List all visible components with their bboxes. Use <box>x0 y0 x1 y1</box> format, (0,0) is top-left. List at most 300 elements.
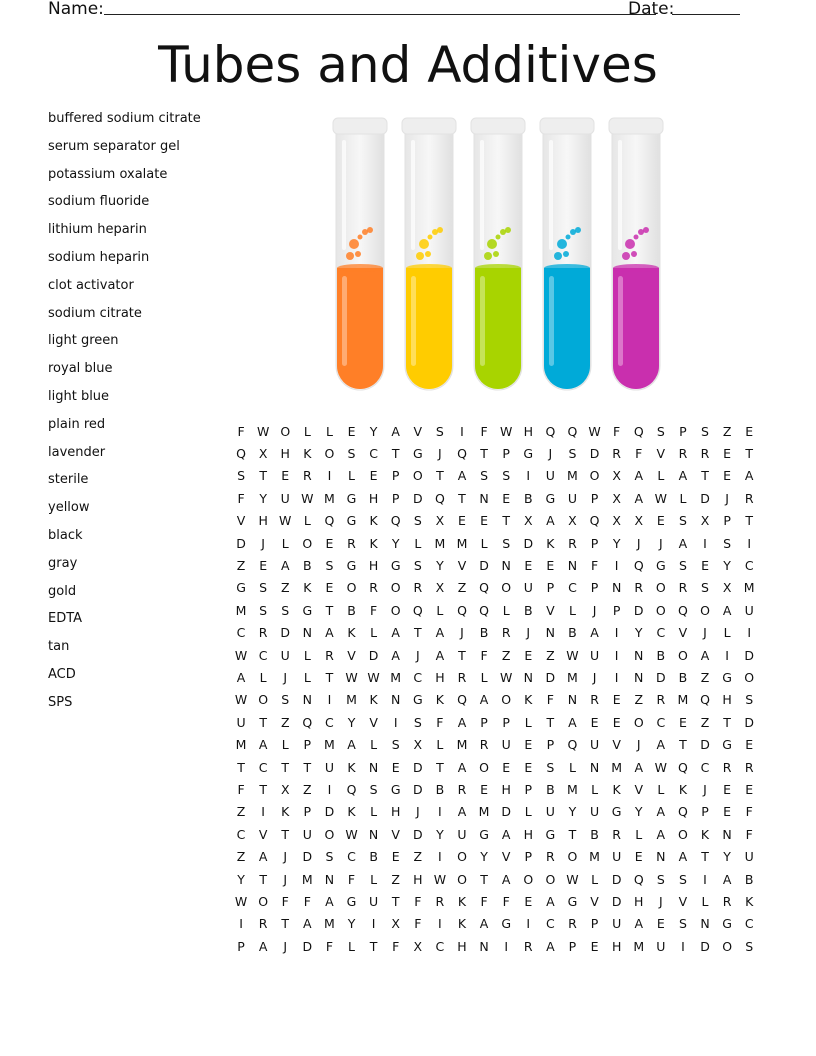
grid-letter[interactable]: O <box>390 580 401 596</box>
grid-letter[interactable]: E <box>259 558 268 574</box>
grid-letter[interactable]: H <box>523 826 533 842</box>
grid-letter[interactable]: D <box>700 490 710 506</box>
grid-letter[interactable]: M <box>589 849 600 865</box>
grid-letter[interactable]: N <box>611 580 622 596</box>
grid-letter[interactable]: L <box>480 669 488 685</box>
grid-letter[interactable]: W <box>279 513 292 529</box>
grid-letter[interactable]: X <box>435 580 445 596</box>
grid-letter[interactable]: E <box>524 558 533 574</box>
grid-letter[interactable]: Q <box>457 602 467 618</box>
grid-letter[interactable]: L <box>370 737 378 753</box>
grid-letter[interactable]: W <box>234 692 248 708</box>
grid-letter[interactable]: A <box>457 714 467 730</box>
grid-letter[interactable]: X <box>612 468 621 484</box>
grid-letter[interactable]: H <box>391 804 401 820</box>
grid-letter[interactable]: H <box>611 938 622 954</box>
grid-letter[interactable]: E <box>656 513 665 529</box>
grid-letter[interactable]: C <box>656 625 666 641</box>
grid-letter[interactable]: J <box>283 938 288 954</box>
grid-letter[interactable]: J <box>460 625 464 641</box>
grid-letter[interactable]: F <box>281 893 289 909</box>
grid-letter[interactable]: X <box>391 916 400 932</box>
grid-letter[interactable]: Q <box>302 714 313 730</box>
grid-letter[interactable]: G <box>390 781 401 797</box>
grid-letter[interactable]: X <box>700 513 710 529</box>
grid-letter[interactable]: T <box>281 916 290 932</box>
grid-letter[interactable]: A <box>568 714 577 730</box>
grid-letter[interactable]: O <box>457 871 467 887</box>
grid-letter[interactable]: S <box>413 558 422 574</box>
grid-letter[interactable]: O <box>479 759 489 775</box>
grid-letter[interactable]: G <box>722 916 732 932</box>
grid-letter[interactable]: A <box>479 916 489 932</box>
grid-letter[interactable]: X <box>612 490 621 506</box>
grid-letter[interactable]: D <box>611 871 622 887</box>
grid-letter[interactable]: G <box>567 893 578 909</box>
grid-letter[interactable]: Q <box>457 692 467 708</box>
grid-letter[interactable]: H <box>722 692 732 708</box>
grid-letter[interactable]: E <box>325 580 334 596</box>
grid-letter[interactable]: K <box>347 759 356 775</box>
grid-letter[interactable]: L <box>657 781 665 797</box>
grid-letter[interactable]: A <box>236 669 246 685</box>
grid-letter[interactable]: O <box>258 692 269 708</box>
grid-letter[interactable]: W <box>234 647 248 663</box>
grid-letter[interactable]: I <box>614 647 619 663</box>
grid-letter[interactable]: G <box>346 893 357 909</box>
grid-letter[interactable]: J <box>548 446 553 462</box>
grid-letter[interactable]: Y <box>347 714 356 730</box>
grid-letter[interactable]: X <box>634 513 644 529</box>
grid-letter[interactable]: U <box>523 580 533 596</box>
grid-letter[interactable]: U <box>589 804 600 820</box>
grid-letter[interactable]: G <box>655 558 666 574</box>
grid-letter[interactable]: B <box>744 871 754 887</box>
grid-letter[interactable]: A <box>479 692 489 708</box>
grid-letter[interactable]: F <box>237 423 245 439</box>
grid-letter[interactable]: M <box>235 602 247 618</box>
grid-letter[interactable]: G <box>501 916 512 932</box>
grid-letter[interactable]: J <box>725 490 729 506</box>
grid-letter[interactable]: N <box>634 647 644 663</box>
grid-letter[interactable]: A <box>325 625 334 641</box>
grid-letter[interactable]: A <box>678 849 688 865</box>
grid-letter[interactable]: D <box>412 781 423 797</box>
grid-letter[interactable]: Z <box>236 804 246 820</box>
grid-letter[interactable]: V <box>634 781 644 797</box>
grid-letter[interactable]: V <box>347 647 356 663</box>
grid-letter[interactable]: W <box>345 826 358 842</box>
grid-letter[interactable]: K <box>435 692 444 708</box>
grid-letter[interactable]: V <box>612 737 621 753</box>
grid-letter[interactable]: A <box>457 804 467 820</box>
grid-letter[interactable]: T <box>303 759 312 775</box>
grid-letter[interactable]: L <box>370 804 378 820</box>
grid-letter[interactable]: L <box>679 490 687 506</box>
grid-letter[interactable]: Q <box>479 602 489 618</box>
grid-letter[interactable]: B <box>678 669 688 685</box>
grid-letter[interactable]: R <box>302 468 312 484</box>
grid-letter[interactable]: J <box>592 602 597 618</box>
grid-letter[interactable]: R <box>722 759 732 775</box>
grid-letter[interactable]: U <box>369 893 379 909</box>
grid-letter[interactable]: R <box>347 535 356 551</box>
grid-letter[interactable]: E <box>524 737 533 753</box>
grid-letter[interactable]: Z <box>722 423 732 439</box>
grid-letter[interactable]: D <box>236 535 246 551</box>
grid-letter[interactable]: O <box>390 602 401 618</box>
grid-letter[interactable]: W <box>256 423 270 439</box>
grid-letter[interactable]: A <box>546 893 555 909</box>
grid-letter[interactable]: M <box>324 916 335 932</box>
grid-letter[interactable]: Z <box>236 849 246 865</box>
grid-letter[interactable]: A <box>457 468 467 484</box>
grid-letter[interactable]: R <box>612 446 621 462</box>
grid-letter[interactable]: F <box>613 423 621 439</box>
grid-letter[interactable]: Q <box>633 558 644 574</box>
grid-letter[interactable]: S <box>413 513 422 529</box>
grid-letter[interactable]: K <box>303 446 312 462</box>
grid-letter[interactable]: E <box>723 468 732 484</box>
grid-letter[interactable]: Q <box>633 871 644 887</box>
grid-letter[interactable]: E <box>391 759 400 775</box>
grid-letter[interactable]: E <box>612 692 621 708</box>
grid-letter[interactable]: X <box>413 938 423 954</box>
grid-letter[interactable]: A <box>744 468 754 484</box>
grid-letter[interactable]: R <box>479 737 489 753</box>
grid-letter[interactable]: J <box>636 535 641 551</box>
grid-letter[interactable]: R <box>678 446 688 462</box>
grid-letter[interactable]: O <box>655 602 666 618</box>
grid-letter[interactable]: K <box>369 513 378 529</box>
grid-letter[interactable]: R <box>435 893 445 909</box>
grid-letter[interactable]: L <box>436 602 444 618</box>
grid-letter[interactable]: K <box>700 826 710 842</box>
grid-letter[interactable]: W <box>499 669 513 685</box>
grid-letter[interactable]: F <box>414 916 422 932</box>
grid-letter[interactable]: L <box>502 602 510 618</box>
grid-letter[interactable]: W <box>566 647 579 663</box>
grid-letter[interactable]: H <box>457 938 467 954</box>
grid-letter[interactable]: O <box>655 580 666 596</box>
grid-letter[interactable]: H <box>368 558 379 574</box>
grid-letter[interactable]: F <box>237 781 245 797</box>
grid-letter[interactable]: F <box>392 938 400 954</box>
grid-letter[interactable]: I <box>703 535 707 551</box>
grid-letter[interactable]: I <box>703 871 707 887</box>
grid-letter[interactable]: U <box>545 468 555 484</box>
grid-letter[interactable]: Q <box>567 423 578 439</box>
grid-letter[interactable]: O <box>678 647 688 663</box>
grid-letter[interactable]: R <box>678 580 688 596</box>
grid-letter[interactable]: M <box>235 737 247 753</box>
grid-letter[interactable]: I <box>371 916 376 932</box>
grid-letter[interactable]: S <box>745 938 754 954</box>
grid-letter[interactable]: T <box>480 871 488 887</box>
grid-letter[interactable]: H <box>435 669 445 685</box>
grid-letter[interactable]: I <box>460 423 464 439</box>
grid-letter[interactable]: G <box>545 490 556 506</box>
grid-letter[interactable]: D <box>412 490 423 506</box>
grid-letter[interactable]: E <box>590 938 599 954</box>
grid-letter[interactable]: M <box>567 781 578 797</box>
grid-letter[interactable]: I <box>438 804 442 820</box>
grid-letter[interactable]: Z <box>413 849 423 865</box>
grid-letter[interactable]: P <box>701 804 709 820</box>
grid-letter[interactable]: Y <box>612 535 621 551</box>
grid-letter[interactable]: H <box>258 513 268 529</box>
grid-letter[interactable]: N <box>302 625 312 641</box>
grid-letter[interactable]: E <box>745 423 754 439</box>
grid-letter[interactable]: Z <box>700 669 710 685</box>
grid-letter[interactable]: T <box>413 625 422 641</box>
grid-letter[interactable]: C <box>325 714 334 730</box>
grid-letter[interactable]: S <box>391 737 400 753</box>
grid-letter[interactable]: A <box>722 871 732 887</box>
grid-letter[interactable]: O <box>324 446 335 462</box>
grid-letter[interactable]: C <box>744 916 754 932</box>
grid-letter[interactable]: D <box>324 804 335 820</box>
grid-letter[interactable]: U <box>656 938 666 954</box>
grid-letter[interactable]: E <box>458 513 466 529</box>
grid-letter[interactable]: L <box>524 804 532 820</box>
grid-letter[interactable]: A <box>391 423 400 439</box>
grid-letter[interactable]: N <box>324 871 335 887</box>
grid-letter[interactable]: S <box>347 446 356 462</box>
grid-letter[interactable]: D <box>368 647 379 663</box>
grid-letter[interactable]: W <box>234 893 248 909</box>
grid-letter[interactable]: F <box>325 938 334 954</box>
grid-letter[interactable]: G <box>302 602 313 618</box>
grid-letter[interactable]: N <box>479 490 489 506</box>
grid-letter[interactable]: N <box>479 938 489 954</box>
grid-letter[interactable]: Y <box>480 849 488 865</box>
grid-letter[interactable]: G <box>412 446 423 462</box>
grid-letter[interactable]: E <box>524 759 533 775</box>
grid-letter[interactable]: S <box>502 535 511 551</box>
grid-letter[interactable]: V <box>501 849 511 865</box>
grid-letter[interactable]: C <box>568 580 577 596</box>
grid-letter[interactable]: O <box>589 468 600 484</box>
grid-letter[interactable]: S <box>678 916 687 932</box>
grid-letter[interactable]: U <box>501 737 511 753</box>
grid-letter[interactable]: L <box>414 535 422 551</box>
grid-letter[interactable]: S <box>745 692 754 708</box>
grid-letter[interactable]: Z <box>236 558 246 574</box>
grid-letter[interactable]: Q <box>633 423 644 439</box>
grid-letter[interactable]: I <box>327 692 332 708</box>
grid-letter[interactable]: G <box>236 580 246 596</box>
grid-letter[interactable]: N <box>634 669 644 685</box>
grid-letter[interactable]: U <box>589 737 600 753</box>
grid-letter[interactable]: F <box>635 446 643 462</box>
grid-letter[interactable]: X <box>612 513 621 529</box>
grid-letter[interactable]: Q <box>479 580 489 596</box>
grid-letter[interactable]: L <box>259 669 267 685</box>
grid-letter[interactable]: O <box>258 893 269 909</box>
grid-letter[interactable]: G <box>611 804 622 820</box>
grid-letter[interactable]: I <box>614 669 619 685</box>
grid-letter[interactable]: O <box>457 849 467 865</box>
grid-letter[interactable]: M <box>567 669 578 685</box>
grid-letter[interactable]: I <box>614 558 619 574</box>
grid-letter[interactable]: S <box>325 558 334 574</box>
grid-letter[interactable]: J <box>658 893 663 909</box>
grid-letter[interactable]: A <box>391 647 400 663</box>
grid-letter[interactable]: Z <box>546 647 555 663</box>
grid-letter[interactable]: C <box>258 647 268 663</box>
grid-letter[interactable]: O <box>346 580 357 596</box>
grid-letter[interactable]: A <box>280 558 290 574</box>
grid-letter[interactable]: A <box>656 804 666 820</box>
grid-letter[interactable]: C <box>656 714 666 730</box>
grid-letter[interactable]: G <box>722 737 732 753</box>
grid-letter[interactable]: D <box>700 938 710 954</box>
grid-letter[interactable]: Y <box>436 558 444 574</box>
grid-letter[interactable]: O <box>280 423 291 439</box>
grid-letter[interactable]: P <box>546 737 555 753</box>
grid-letter[interactable]: T <box>325 602 334 618</box>
grid-letter[interactable]: E <box>369 468 378 484</box>
grid-letter[interactable]: E <box>723 446 732 462</box>
grid-letter[interactable]: E <box>347 423 356 439</box>
grid-letter[interactable]: B <box>568 625 577 641</box>
grid-letter[interactable]: K <box>281 804 290 820</box>
grid-letter[interactable]: C <box>347 849 356 865</box>
grid-letter[interactable]: L <box>325 423 333 439</box>
grid-letter[interactable]: M <box>456 535 468 551</box>
grid-letter[interactable]: L <box>303 423 311 439</box>
grid-letter[interactable]: S <box>723 535 732 551</box>
grid-letter[interactable]: X <box>568 513 577 529</box>
grid-letter[interactable]: F <box>502 893 510 909</box>
grid-letter[interactable]: J <box>636 737 641 753</box>
grid-letter[interactable]: A <box>546 938 555 954</box>
grid-letter[interactable]: J <box>658 535 663 551</box>
grid-letter[interactable]: E <box>723 804 732 820</box>
grid-letter[interactable]: G <box>346 558 357 574</box>
grid-letter[interactable]: F <box>546 692 554 708</box>
grid-letter[interactable]: D <box>656 669 666 685</box>
grid-letter[interactable]: M <box>478 804 490 820</box>
grid-letter[interactable]: A <box>546 513 555 529</box>
grid-letter[interactable]: M <box>390 669 402 685</box>
grid-letter[interactable]: E <box>723 781 732 797</box>
grid-letter[interactable]: T <box>259 714 267 730</box>
grid-letter[interactable]: M <box>456 737 468 753</box>
grid-letter[interactable]: P <box>590 916 599 932</box>
grid-letter[interactable]: L <box>524 714 532 730</box>
grid-letter[interactable]: S <box>259 602 268 618</box>
grid-letter[interactable]: T <box>281 759 290 775</box>
grid-letter[interactable]: L <box>281 535 289 551</box>
grid-letter[interactable]: B <box>435 781 445 797</box>
grid-letter[interactable]: T <box>568 826 577 842</box>
grid-letter[interactable]: R <box>501 625 511 641</box>
grid-letter[interactable]: T <box>436 759 444 775</box>
grid-letter[interactable]: V <box>457 558 467 574</box>
grid-letter[interactable]: L <box>281 737 289 753</box>
date-field[interactable] <box>672 14 740 15</box>
grid-letter[interactable]: R <box>744 759 754 775</box>
grid-letter[interactable]: U <box>236 714 246 730</box>
grid-letter[interactable]: C <box>545 916 555 932</box>
grid-letter[interactable]: D <box>412 759 423 775</box>
grid-letter[interactable]: I <box>747 625 752 641</box>
grid-letter[interactable]: I <box>747 535 752 551</box>
grid-letter[interactable]: T <box>701 468 709 484</box>
grid-letter[interactable]: X <box>280 781 290 797</box>
grid-letter[interactable]: U <box>744 602 754 618</box>
grid-letter[interactable]: U <box>324 759 334 775</box>
grid-letter[interactable]: I <box>438 916 442 932</box>
grid-letter[interactable]: A <box>634 916 644 932</box>
grid-letter[interactable]: U <box>302 826 312 842</box>
grid-letter[interactable]: P <box>524 849 533 865</box>
grid-letter[interactable]: F <box>347 871 356 887</box>
grid-letter[interactable]: C <box>700 759 710 775</box>
grid-letter[interactable]: L <box>701 893 709 909</box>
grid-letter[interactable]: W <box>654 490 668 506</box>
grid-letter[interactable]: P <box>524 781 533 797</box>
grid-letter[interactable]: E <box>480 513 489 529</box>
grid-letter[interactable]: F <box>745 826 753 842</box>
grid-letter[interactable]: N <box>722 826 732 842</box>
grid-letter[interactable]: A <box>303 916 312 932</box>
grid-letter[interactable]: P <box>502 714 510 730</box>
grid-letter[interactable]: C <box>258 759 268 775</box>
grid-letter[interactable]: W <box>433 871 447 887</box>
grid-letter[interactable]: H <box>634 893 644 909</box>
grid-letter[interactable]: Q <box>346 781 357 797</box>
grid-letter[interactable]: T <box>237 759 245 775</box>
grid-letter[interactable]: P <box>480 714 488 730</box>
grid-letter[interactable]: W <box>566 871 579 887</box>
grid-letter[interactable]: K <box>303 580 312 596</box>
grid-letter[interactable]: L <box>591 781 599 797</box>
grid-letter[interactable]: S <box>678 513 687 529</box>
grid-letter[interactable]: I <box>725 647 729 663</box>
grid-letter[interactable]: W <box>588 423 601 439</box>
grid-letter[interactable]: V <box>656 446 666 462</box>
grid-letter[interactable]: F <box>414 893 422 909</box>
grid-letter[interactable]: P <box>590 490 599 506</box>
grid-letter[interactable]: U <box>589 647 600 663</box>
grid-letter[interactable]: L <box>303 647 311 663</box>
grid-letter[interactable]: B <box>656 647 666 663</box>
grid-letter[interactable]: U <box>567 490 578 506</box>
grid-letter[interactable]: U <box>280 647 290 663</box>
grid-letter[interactable]: O <box>412 468 423 484</box>
grid-letter[interactable]: D <box>523 535 534 551</box>
grid-letter[interactable]: E <box>678 714 687 730</box>
grid-letter[interactable]: C <box>369 446 378 462</box>
grid-letter[interactable]: Q <box>700 692 710 708</box>
grid-letter[interactable]: P <box>391 490 400 506</box>
grid-letter[interactable]: B <box>479 625 489 641</box>
grid-letter[interactable]: T <box>259 781 267 797</box>
grid-letter[interactable]: C <box>744 558 754 574</box>
grid-letter[interactable]: O <box>722 938 733 954</box>
grid-letter[interactable]: Y <box>369 423 378 439</box>
grid-letter[interactable]: G <box>545 826 556 842</box>
grid-letter[interactable]: E <box>524 893 533 909</box>
grid-letter[interactable]: R <box>612 826 621 842</box>
grid-letter[interactable]: E <box>701 558 709 574</box>
grid-letter[interactable]: Y <box>237 871 245 887</box>
grid-letter[interactable]: D <box>744 714 755 730</box>
grid-letter[interactable]: T <box>259 871 267 887</box>
